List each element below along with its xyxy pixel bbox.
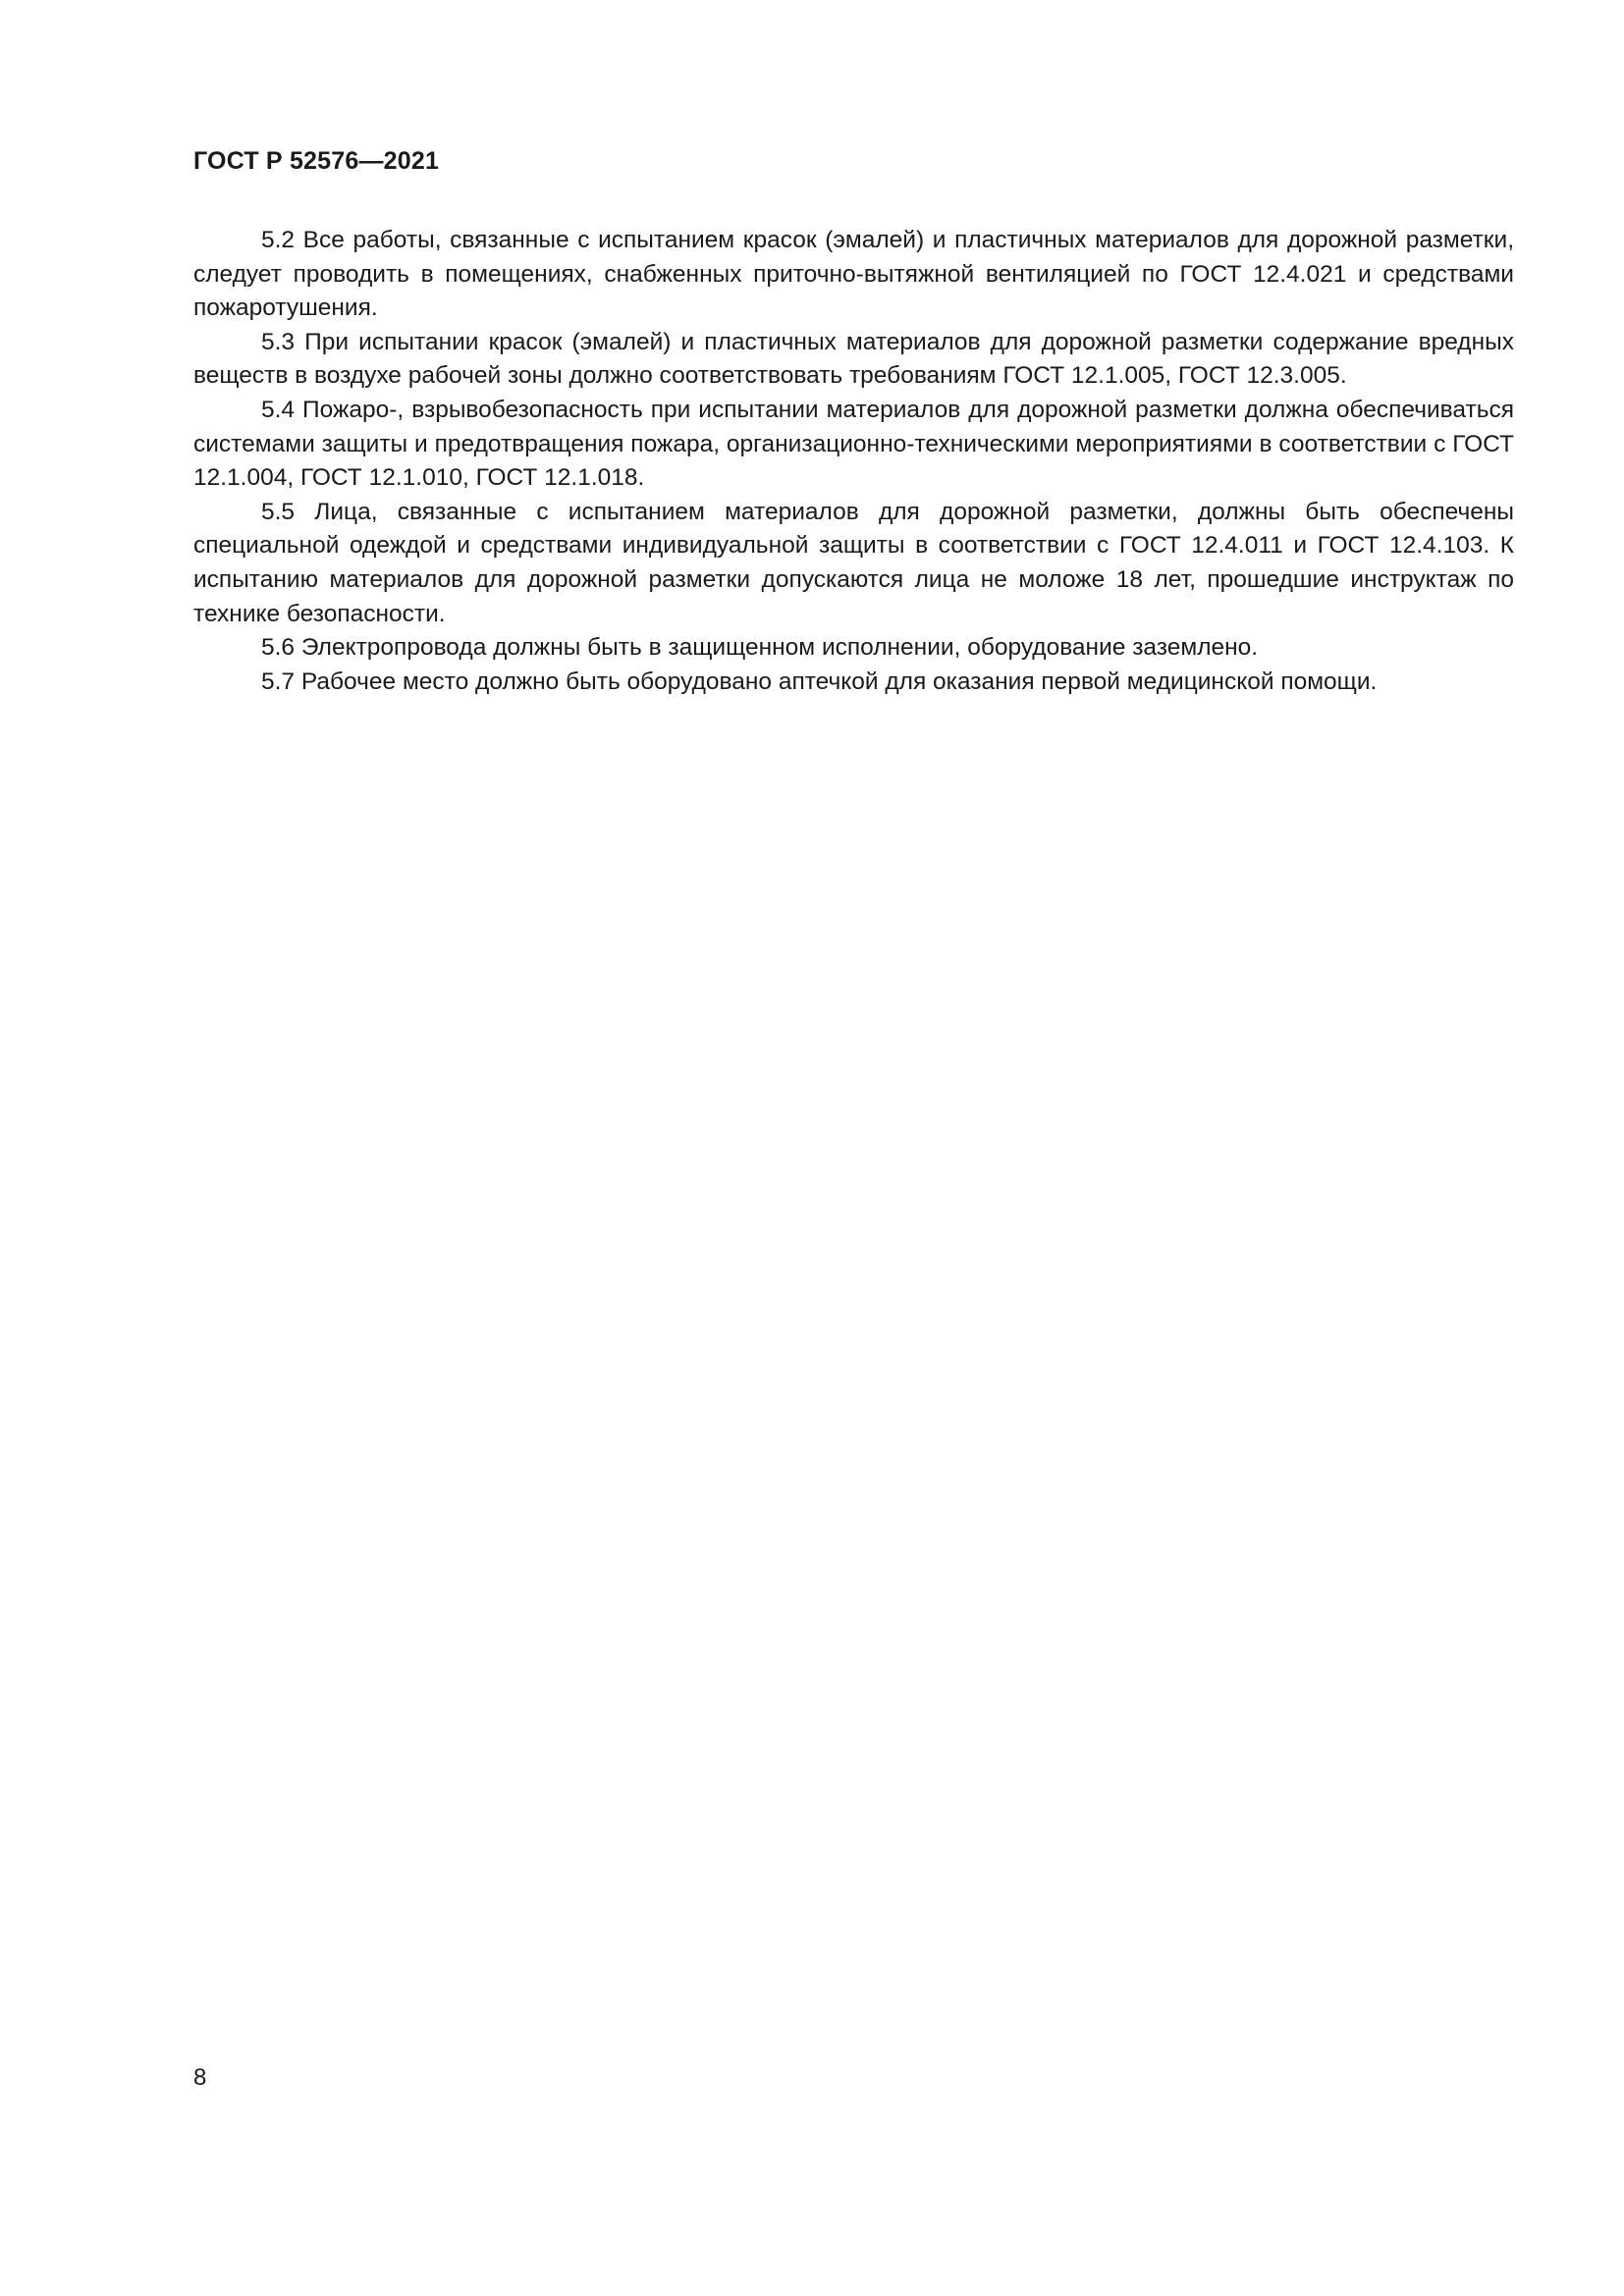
- paragraph-5-4: 5.4 Пожаро-, взрывобезопасность при испытании материалов для дорожной разметки должна обеспечиваться системами защиты и предотвращения пожара, организационно-техническими мероприятиями в соответствии с ГОСТ 12.1.004, ГОСТ 12.1.010, ГОСТ 12.1.018.: [193, 396, 1514, 492]
- paragraph-5-7: 5.7 Рабочее место должно быть оборудовано аптечкой для оказания первой медицинской помощи.: [261, 667, 1378, 695]
- document-body: [193, 224, 1514, 699]
- page-number: 8: [193, 2064, 207, 2091]
- paragraph-5-6: 5.6 Электропровода должны быть в защищенном исполнении, оборудование заземлено.: [261, 634, 1259, 662]
- paragraph-5-5: 5.5 Лица, связанные с испытанием материалов для дорожной разметки, должны быть обеспечены специальной одеждой и средствами индивидуальной защиты в соответствии с ГОСТ 12.4.011 и ГОСТ 12.4.103. К испытанию материалов для дорожной разметки допускаются лица не моложе 18 лет, прошедшие инструктаж по технике безопасности.: [193, 498, 1514, 627]
- paragraph-5-3: 5.3 При испытании красок (эмалей) и пластичных материалов для дорожной разметки содержание вредных веществ в воздухе рабочей зоны должно соответствовать требованиям ГОСТ 12.1.005, ГОСТ 12.3.005.: [193, 328, 1514, 390]
- paragraph-5-2: 5.2 Все работы, связанные с испытанием красок (эмалей) и пластичных материалов для дорожной разметки, следует проводить в помещениях, снабженных приточно-вытяжной вентиляцией по ГОСТ 12.4.021 и средствами пожаротушения.: [193, 227, 1514, 322]
- standard-header: ГОСТ Р 52576—2021: [193, 147, 440, 175]
